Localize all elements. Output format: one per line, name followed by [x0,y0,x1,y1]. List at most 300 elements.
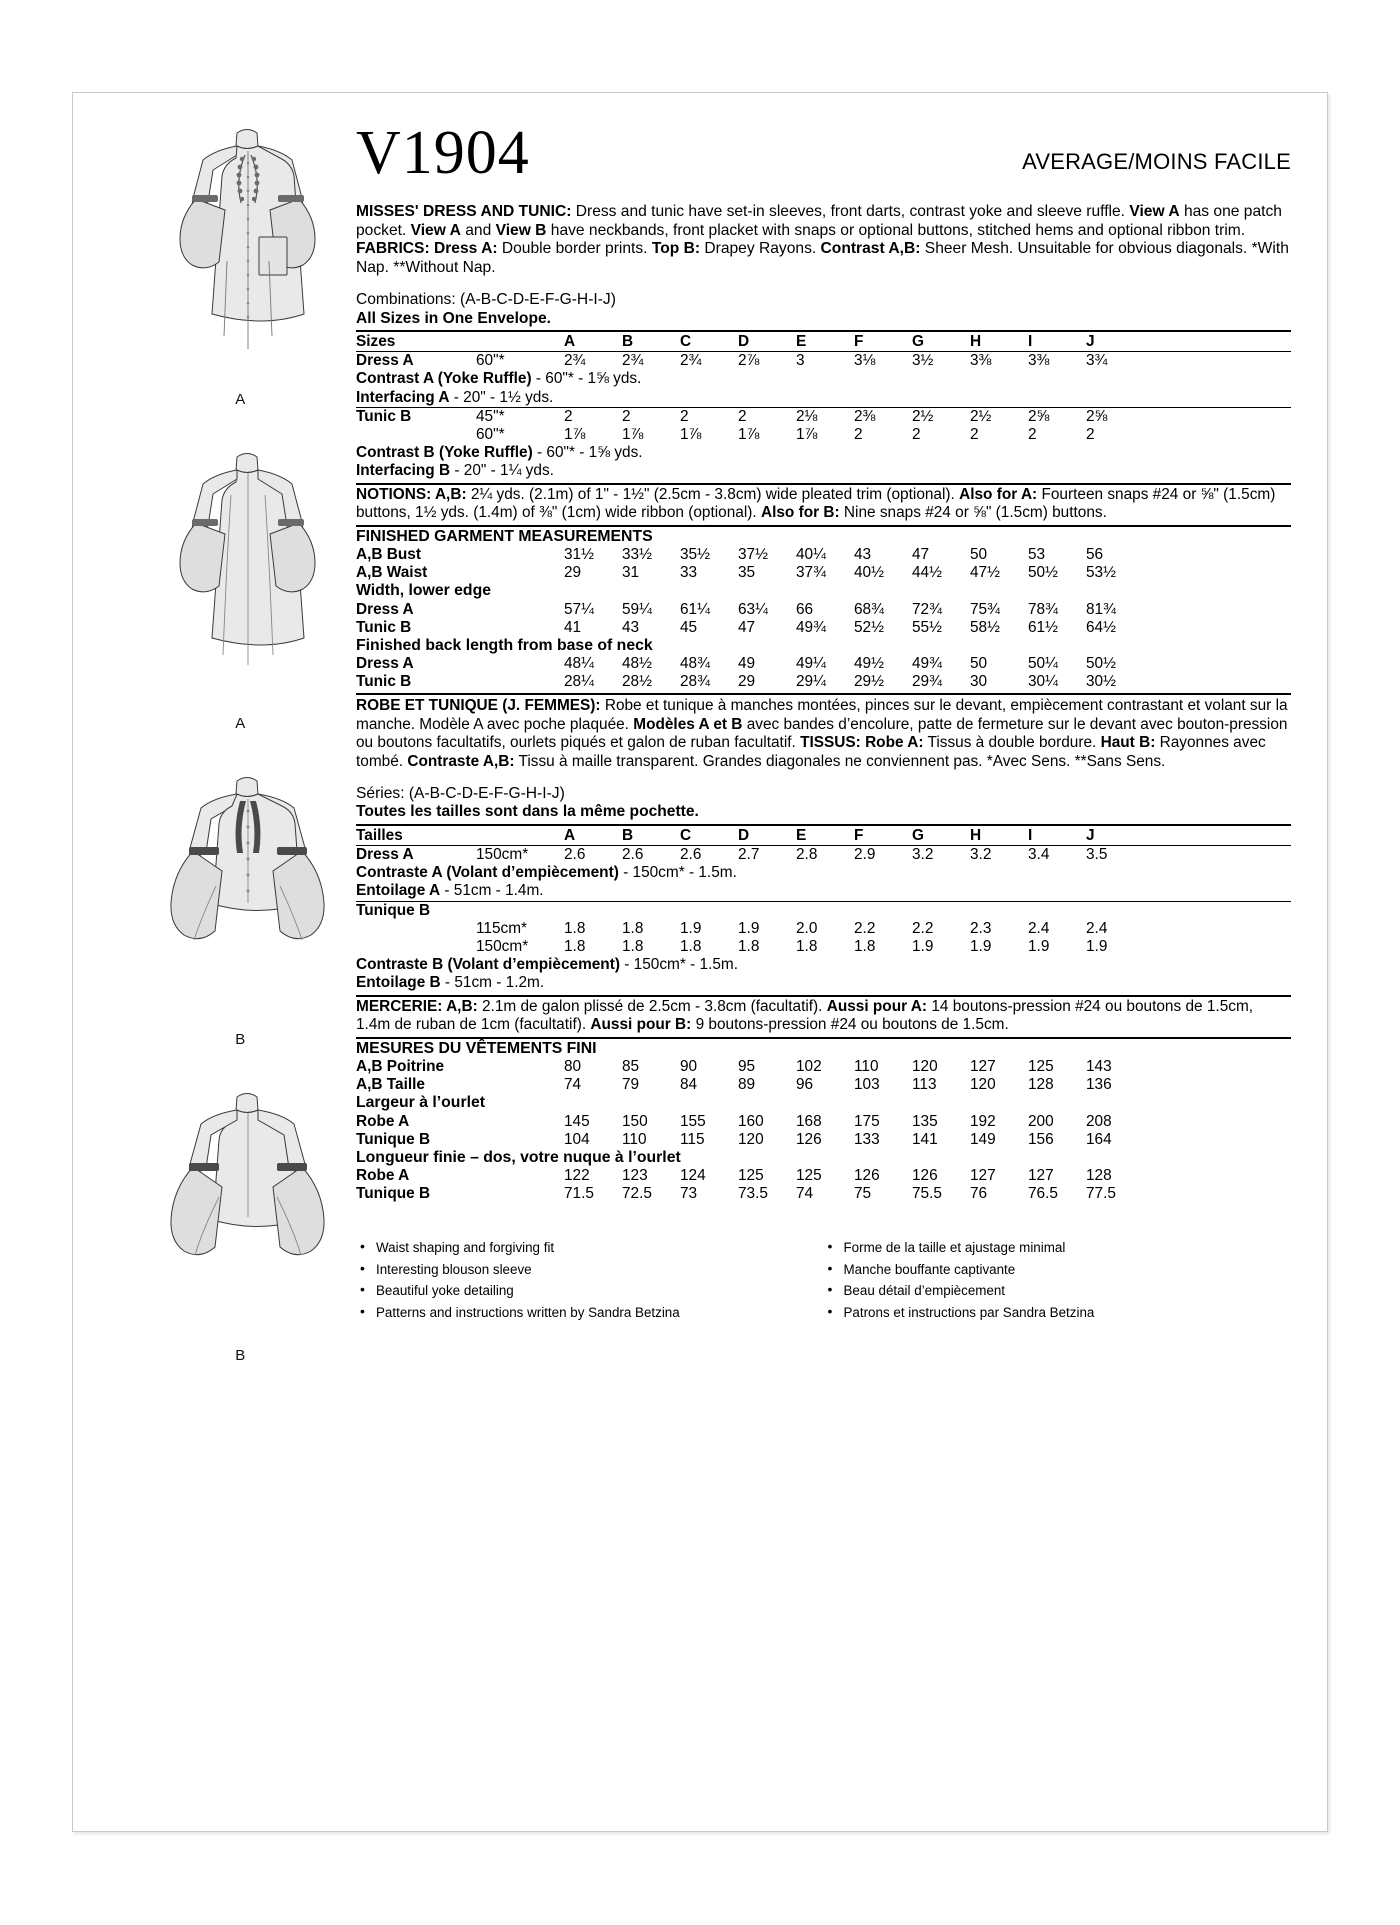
series-label: Séries: (A-B-C-D-E-F-G-H-I-J) [356,785,565,803]
cell: 155 [680,1112,706,1130]
mercerie-line2: 14 boutons-pression #24 ou boutons de 1.5cm, 1.4m de ruban de 1cm (facultatif). [356,997,1254,1034]
note-bold: Entoilage B [356,974,441,992]
desc-line4a: optional ribbon trim. [1108,221,1246,239]
size-a: A [564,826,576,844]
size-c: C [680,333,692,351]
cell: 150 [622,1112,648,1130]
rule [356,995,1291,997]
cell: 50½ [1086,655,1116,673]
rule [356,330,1291,332]
cell: 89 [738,1076,756,1094]
cell: 29 [564,564,582,582]
header-row [356,119,1291,187]
cell: 103 [854,1076,880,1094]
cell: 143 [1086,1058,1112,1076]
size-g: G [912,333,924,351]
mercerie-line3: 9 boutons-pression #24 ou boutons de 1.5cm. [691,1016,1009,1034]
note-rest: - 20" - 1½ yds. [449,388,554,406]
contraste-b-note [356,956,1291,974]
size-c: C [680,826,692,844]
cell: 48½ [622,655,652,673]
cell: 110 [622,1130,647,1148]
desc-fr-contraste: Contraste A,B: [407,752,515,770]
cell: 2 [622,408,631,425]
cell: 2.6 [564,845,586,863]
row-width: 45"* [476,408,505,425]
notions-line2b: Fourteen snaps #24 or ⅝" (1.5cm) buttons, 1½ yds. (1.4m) of [356,485,1276,522]
desc-contrast: Contrast A,B: [820,240,921,258]
finished-table-french [356,1058,1291,1094]
cell: 52½ [854,618,884,636]
desc-line2d: and [460,221,496,239]
width-lower-edge-table [356,601,1291,637]
table-row [356,1058,1291,1076]
entoilage-b-note [356,974,1291,992]
desc-fr-line6: Tissu à maille transparent. Grandes diagonales ne conviennent pas. [514,752,983,770]
cell: 115 [680,1130,705,1148]
table-row [356,655,1291,673]
cell: 72.5 [622,1185,652,1203]
cell: 73 [680,1185,698,1203]
size-g: G [912,826,924,844]
row-label: Dress A [356,655,414,673]
cell: 96 [796,1076,814,1094]
illustration-tunic-front-view-b [133,761,348,1061]
tunique-b-title: Tunique B [356,901,431,919]
cell: 44½ [912,564,942,582]
cell: 50½ [1028,564,1058,582]
cell: 40½ [854,564,884,582]
cell: 2 [1028,426,1037,443]
notions-line1: 2¼ yds. (2.1m) of 1" - 1½" (2.5cm - 3.8cm) wide pleated trim [466,485,883,503]
desc-fr-modeles: Modèles A et B [633,715,743,733]
cell: 113 [912,1076,937,1094]
cell: 1.8 [738,938,760,956]
cell: 3⅜ [970,352,992,370]
note-rest: - 150cm* - 1.5m. [618,863,737,881]
desc-line5a: Rayons. [759,240,821,258]
cell: 1.8 [564,920,586,938]
illustration-caption: B [235,1031,246,1048]
cell: 127 [1028,1167,1054,1185]
notions-label: NOTIONS: A,B: [356,485,467,503]
cell: 1⅞ [564,426,586,443]
row-label: A,B Waist [356,564,428,582]
size-f: F [854,826,864,844]
cell: 3.5 [1086,845,1108,863]
illustration-tunic-back-view-b [133,1077,348,1377]
cell: 135 [912,1112,938,1130]
cell: 37½ [738,546,768,564]
desc-viewa-1: View A [1129,203,1180,220]
cell: 3.2 [970,845,992,863]
cell: 2¾ [622,352,644,370]
cell: 2 [564,408,573,425]
cell: 84 [680,1076,698,1094]
illustration-caption: A [235,391,246,408]
cell: 3⅜ [1028,352,1050,370]
combinations-french [356,785,1291,822]
dress-back-figure [141,435,341,713]
cell: 61½ [1028,618,1058,636]
row-label: Tunic B [356,618,412,636]
cell: 208 [1086,1112,1112,1130]
largeur-ourlet-table [356,1113,1291,1149]
content-column [356,119,1291,1323]
cell: 3 [796,352,805,370]
size-b: B [622,333,634,351]
cell: 33½ [622,546,652,564]
width-lower-edge-title: Width, lower edge [356,582,492,600]
yardage-table-english [356,333,1291,351]
cell: 125 [1028,1058,1054,1076]
cell: 80 [564,1058,582,1076]
size-f: F [854,333,864,351]
cell: 2.7 [738,845,760,863]
cell: 168 [796,1112,822,1130]
list-item: • Interesting blouson sleeve [356,1259,824,1281]
list-item: • Beau détail d’empiècement [824,1280,1292,1302]
table-row [356,546,1291,564]
back-length-title: Finished back length from base of neck [356,636,653,654]
list-item: • Waist shaping and forgiving fit [356,1237,824,1259]
table-row [356,1185,1291,1203]
cell: 2.2 [854,920,876,938]
cell: 2½ [970,408,992,425]
desc-fr-sens: *Avec Sens. **Sans Sens. [986,752,1166,770]
cell: 2.6 [622,845,644,863]
yardage-fr-tunique-table [356,920,1291,956]
note-bold: Entoilage A [356,882,441,900]
table-row [356,673,1291,691]
combinations-label: Combinations: (A-B-C-D-E-F-G-H-I-J) [356,291,616,309]
size-d: D [738,826,750,844]
cell: 120 [970,1076,996,1094]
cell: 49½ [854,655,884,673]
cell: 47 [738,618,756,636]
aussi-pour-b: Aussi pour B: [590,1016,692,1034]
table-row [356,408,1291,426]
table-row [356,1113,1291,1131]
cell: 110 [854,1058,879,1076]
cell: 81¾ [1086,600,1116,618]
cell: 37¾ [796,564,826,582]
description-title: MISSES' DRESS AND TUNIC: [356,203,572,220]
cell: 128 [1028,1076,1054,1094]
table-row [356,619,1291,637]
desc-fr-tissus: TISSUS: Robe A: [800,734,924,752]
cell: 2.3 [970,920,992,938]
note-bold: Contrast B (Yoke Ruffle) [356,444,533,461]
cell: 30 [970,673,988,691]
yardage-table-french [356,827,1291,845]
cell: 2 [854,426,863,443]
cell: 2 [912,426,921,443]
notions-line3b: Nine snaps #24 or ⅝" (1.5cm) buttons. [839,504,1107,522]
size-j: J [1086,826,1095,844]
description-title-fr: ROBE ET TUNIQUE (J. FEMMES): [356,697,601,715]
cell: 56 [1086,546,1104,564]
cell: 49¼ [796,655,826,673]
desc-fr-hautb: Haut B: [1100,734,1156,752]
cell: 30¼ [1028,673,1058,691]
rule [356,1037,1291,1039]
cell: 2⅛ [796,408,818,425]
row-label [356,426,476,444]
cell: 58½ [970,618,1000,636]
cell: 2¾ [680,352,702,370]
desc-fr-line5c: Tissus à double bordure. [923,734,1101,752]
note-bold: Contraste A (Volant d’empiècement) [356,863,619,881]
table-row [356,426,1291,444]
notions-line3a: ⅜" (1cm) wide ribbon (optional). [539,504,761,522]
cell: 48¾ [680,655,710,673]
cell: 126 [796,1130,822,1148]
tunic-front-figure [141,761,341,1029]
cell: 2½ [912,408,934,425]
cell: 47 [912,546,930,564]
cell: 64½ [1086,618,1116,636]
cell: 43 [854,546,872,564]
cell: 61¼ [680,600,710,618]
cell: 1⅞ [796,426,818,443]
cell: 1.9 [1086,938,1108,956]
cell: 2.8 [796,845,818,863]
note-bold: Contrast A (Yoke Ruffle) [356,370,532,388]
cell: 3¾ [1086,352,1108,370]
cell: 75¾ [970,600,1000,618]
row-label [356,938,476,956]
pattern-number: V1904 [356,119,530,187]
cell: 1.8 [564,938,586,956]
cell: 1⅞ [680,426,702,443]
cell: 3.4 [1028,845,1050,863]
desc-fr-line1: Robe et tunique à manches montées, pinces sur [604,697,936,715]
cell: 102 [796,1058,822,1076]
cell: 74 [564,1076,582,1094]
desc-fr-line5d: Rayonnes avec tombé. [356,734,1266,770]
cell: 95 [738,1058,756,1076]
cell: 1⅞ [738,426,760,443]
cell: 75.5 [912,1185,942,1203]
largeur-ourlet-title: Largeur à l’ourlet [356,1094,486,1112]
cell: 74 [796,1185,814,1203]
desc-fr-line4: avec bouton-pression ou boutons facultatifs, ourlets piqués et galon de ruban [356,715,1288,752]
table-row [356,846,1291,864]
yardage-size-header-row-fr [356,827,1291,845]
longueur-finie-table [356,1167,1291,1203]
cell: 57¼ [564,600,594,618]
desc-fr-line3a: plaquée. [569,715,634,733]
cell: 35½ [680,546,710,564]
notions-also-a: Also for A: [959,485,1038,503]
cell: 133 [854,1130,880,1148]
cell: 2⅝ [1028,408,1050,425]
cell: 63¼ [738,600,768,618]
cell: 48¼ [564,655,594,673]
cell: 2.4 [1086,920,1108,938]
cell: 90 [680,1058,698,1076]
cell: 136 [1086,1076,1112,1094]
interfacing-a-note [356,389,1291,407]
row-label: Robe A [356,1112,410,1130]
size-b: B [622,826,634,844]
list-item: • Patrons et instructions par Sandra Betzina [824,1302,1292,1324]
tunic-back-figure [141,1077,341,1345]
table-row [356,1167,1291,1185]
cell: 76.5 [1028,1185,1058,1203]
table-row [356,601,1291,619]
list-item: • Beautiful yoke detailing [356,1280,824,1302]
size-e: E [796,826,807,844]
row-label: Tunique B [356,1185,431,1203]
size-j: J [1086,333,1095,351]
cell: 31 [622,564,640,582]
cell: 49¾ [796,618,826,636]
desc-line1: Dress and tunic have set-in sleeves, front darts, [575,203,906,220]
desc-line2a: contrast yoke and sleeve ruffle. [909,203,1130,220]
combinations-english [356,291,1291,328]
rule [356,483,1291,485]
cell: 127 [970,1058,996,1076]
row-label: A,B Poitrine [356,1058,445,1076]
yardage-dress-a-row [356,352,1291,370]
cell: 45 [680,618,698,636]
cell: 156 [1028,1130,1054,1148]
entoilage-a-note [356,882,1291,900]
note-bold: Interfacing A [356,388,450,406]
list-item: • Patterns and instructions written by Sandra Betzina [356,1302,824,1324]
cell: 41 [564,618,582,636]
row-label: Tunic B [356,673,412,691]
mercerie-line1: 2.1m de galon plissé de 2.5cm - 3.8cm (facultatif). [477,997,827,1015]
cell: 40¼ [796,546,826,564]
note-rest: - 60"* - 1⅝ yds. [531,370,642,388]
cell: 2⅜ [854,408,876,425]
table-row [356,938,1291,956]
size-d: D [738,333,750,351]
cell: 85 [622,1058,640,1076]
cell: 1⅞ [622,426,644,443]
row-label: A,B Bust [356,546,421,564]
desc-line4c: Double border prints. [497,240,652,258]
cell: 43 [622,618,640,636]
cell: 104 [564,1130,590,1148]
cell: 1.8 [680,938,702,956]
cell: 59¼ [622,600,652,618]
cell: 149 [970,1130,996,1148]
size-e: E [796,333,807,351]
row-width: 150cm* [476,938,529,956]
illustration-caption: A [235,715,246,732]
cell: 141 [912,1130,938,1148]
cell: 33 [680,564,698,582]
cell: 125 [796,1167,822,1185]
row-label: Dress A [356,352,414,370]
cell: 3.2 [912,845,934,863]
desc-fr-line3c: avec bandes d’encolure, patte de fermeture sur le devant [742,715,1136,733]
row-label: Dress A [356,600,414,618]
description-french [356,697,1291,771]
cell: 128 [1086,1167,1112,1185]
cell: 28¼ [564,673,594,691]
cell: 120 [912,1058,938,1076]
cell: 31½ [564,546,594,564]
cell: 2 [680,408,689,425]
cell: 35 [738,564,756,582]
cell: 2 [738,408,747,425]
cell: 1.8 [854,938,876,956]
cell: 50 [970,655,988,673]
cell: 145 [564,1112,590,1130]
cell: 77.5 [1086,1185,1116,1203]
size-a: A [564,333,576,351]
desc-viewb: View B [495,221,547,239]
notions-also-b: Also for B: [760,504,840,522]
envelope-note: All Sizes in One Envelope. [356,309,551,327]
cell: 1.9 [738,920,760,938]
size-h: H [970,826,982,844]
note-rest: - 51cm - 1.2m. [440,974,545,992]
mercerie-label: MERCERIE: A,B: [356,997,478,1015]
aussi-pour-a: Aussi pour A: [826,997,928,1015]
size-i: I [1028,333,1033,351]
row-width: 150cm* [476,845,529,863]
cell: 78¾ [1028,600,1058,618]
envelope-back-page [72,92,1328,1832]
interfacing-b-note [356,462,1291,480]
cell: 2.4 [1028,920,1050,938]
rule [356,525,1291,527]
desc-line2c: has one patch pocket. [356,203,1282,239]
illustration-dress-back-view-a [133,435,348,745]
note-rest: - 20" - 1¼ yds. [450,462,554,480]
size-col-header: Sizes [356,333,396,351]
feature-bullets [356,1237,1291,1323]
cell: 79 [622,1076,640,1094]
note-rest: - 60"* - 1⅝ yds. [532,444,643,461]
illustration-dress-front-view-a [133,111,348,421]
table-row [356,564,1291,582]
cell: 2⅝ [1086,408,1108,425]
yardage-tunic-b-table [356,408,1291,444]
note-rest: - 150cm* - 1.5m. [619,956,738,974]
difficulty-label: AVERAGE/MOINS FACILE [1022,149,1291,174]
cell: 29 [738,673,756,691]
cell: 28½ [622,673,652,691]
cell: 28¾ [680,673,710,691]
row-label [356,920,476,938]
cell: 66 [796,600,814,618]
cell: 73.5 [738,1185,768,1203]
table-row [356,1076,1291,1094]
cell: 122 [564,1167,590,1185]
row-label: A,B Taille [356,1076,425,1094]
cell: 71.5 [564,1185,594,1203]
desc-line5c: Sheer Mesh. Unsuitable for obvious diagonals. [920,240,1248,258]
row-width: 60"* [476,352,505,370]
cell: 68¾ [854,600,884,618]
tailles-header: Tailles [356,826,403,844]
cell: 126 [854,1167,880,1185]
cell: 1.8 [622,938,644,956]
cell: 47½ [970,564,1000,582]
notions-line2a: (optional). [886,485,960,503]
note-bold: Contraste B (Volant d’empiècement) [356,956,620,974]
finished-title-english: FINISHED GARMENT MEASUREMENTS [356,527,653,545]
desc-fr-line5a: facultatif. [734,734,801,752]
cell: 76 [970,1185,988,1203]
